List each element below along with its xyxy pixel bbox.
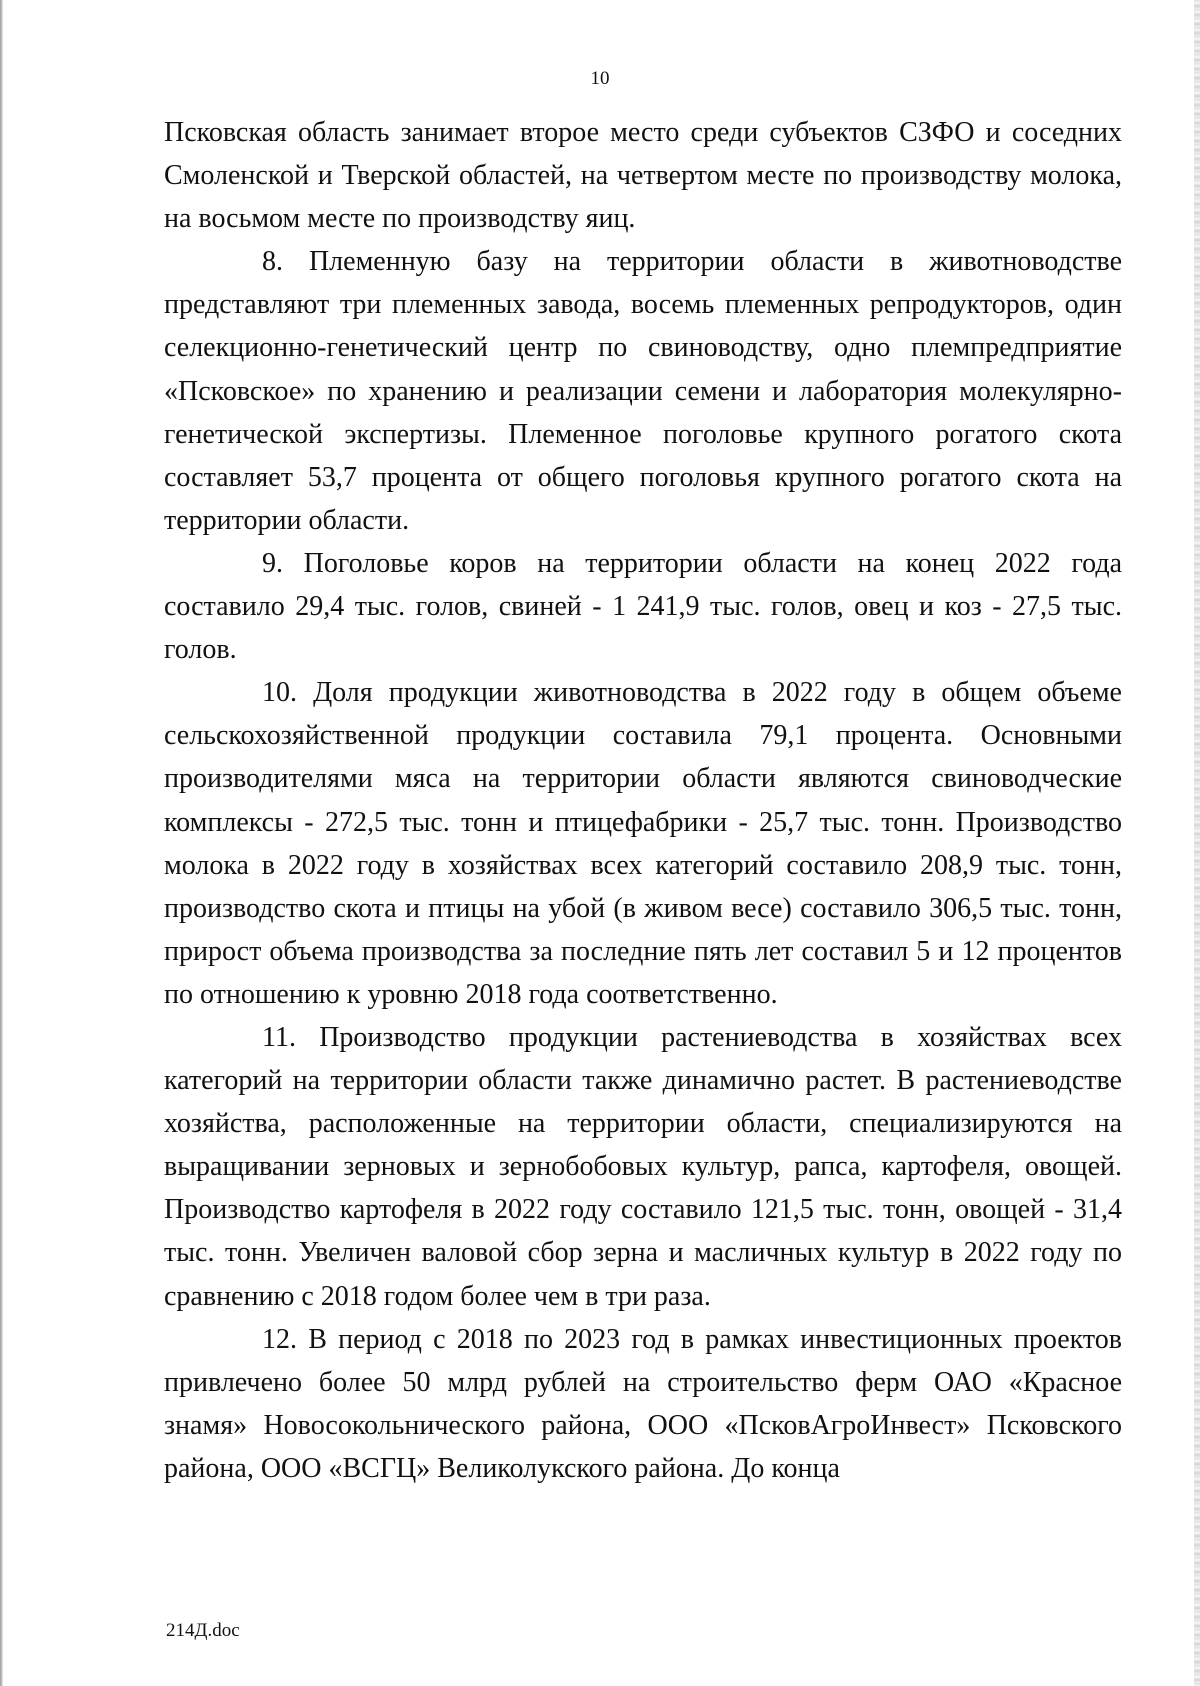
paragraph-11: 11. Производство продукции растениеводства в хозяйствах всех категорий на территории области также динамично растет. В растениеводстве хозяйства, расположенные на территории области, специализируются на выращивании зерновых и зернобобовых культур, рапса, картофеля, овощей. Производство картофеля в 2022 году составило 121,5 тыс. тонн, овощей - 31,4 тыс. тонн. Увеличен валовой сбор зерна и масличных культур в 2022 году по сравнению с 2018 годом более чем в три раза. — [164, 1021, 1122, 1312]
scan-edge-left — [0, 0, 3, 1686]
page-number: 10 — [590, 68, 610, 89]
footer-filename: 214Д.doc — [166, 1620, 240, 1641]
paragraph-10: 10. Доля продукции животноводства в 2022 году в общем объеме сельскохозяйственной продукции составила 79,1 процента. Основными производителями мяса на территории области являются свиноводческие комплексы - 272,5 тыс. тонн и птицефабрики - 25,7 тыс. тонн. Производство молока в 2022 году в хозяйствах всех категорий составило 208,9 тыс. тонн, производство скота и птицы на убой (в живом весе) составило 306,5 тыс. тонн, прирост объема производства за последние пять лет составил 5 и 12 процентов по отношению к уровню 2018 года соответственно. — [164, 677, 1122, 1010]
paragraph-12: 12. В период с 2018 по 2023 год в рамках инвестиционных проектов привлечено более 50 млрд рублей на строительство ферм ОАО «Красное знамя» Новосокольнического района, ООО «ПсковАгроИнвест» Псковского района, ООО «ВСГЦ» Великолукского района. До конца — [164, 1323, 1122, 1484]
scan-edge-right — [1194, 0, 1200, 1686]
document-body — [164, 111, 1122, 1490]
paragraph-9: 9. Поголовье коров на территории области на конец 2022 года составило 29,4 тыс. голов, свиней - 1 241,9 тыс. голов, овец и коз - 27,5 тыс. голов. — [164, 547, 1122, 666]
paragraph-intro: Псковская область занимает второе место среди субъектов СЗФО и соседних Смоленской и Тверской областей, на четвертом месте по производству молока, на восьмом месте по производству яиц. — [164, 117, 1122, 235]
paragraph-8: 8. Племенную базу на территории области в животноводстве представляют три племенных завода, восемь племенных репродукторов, один селекционно-генетический центр по свиноводству, одно племпредприятие «Псковское» по хранению и реализации семени и лаборатория молекулярно-генетической экспертизы. Племенное поголовье крупного рогатого скота составляет 53,7 процента от общего поголовья крупного рогатого скота на территории области. — [164, 246, 1122, 536]
